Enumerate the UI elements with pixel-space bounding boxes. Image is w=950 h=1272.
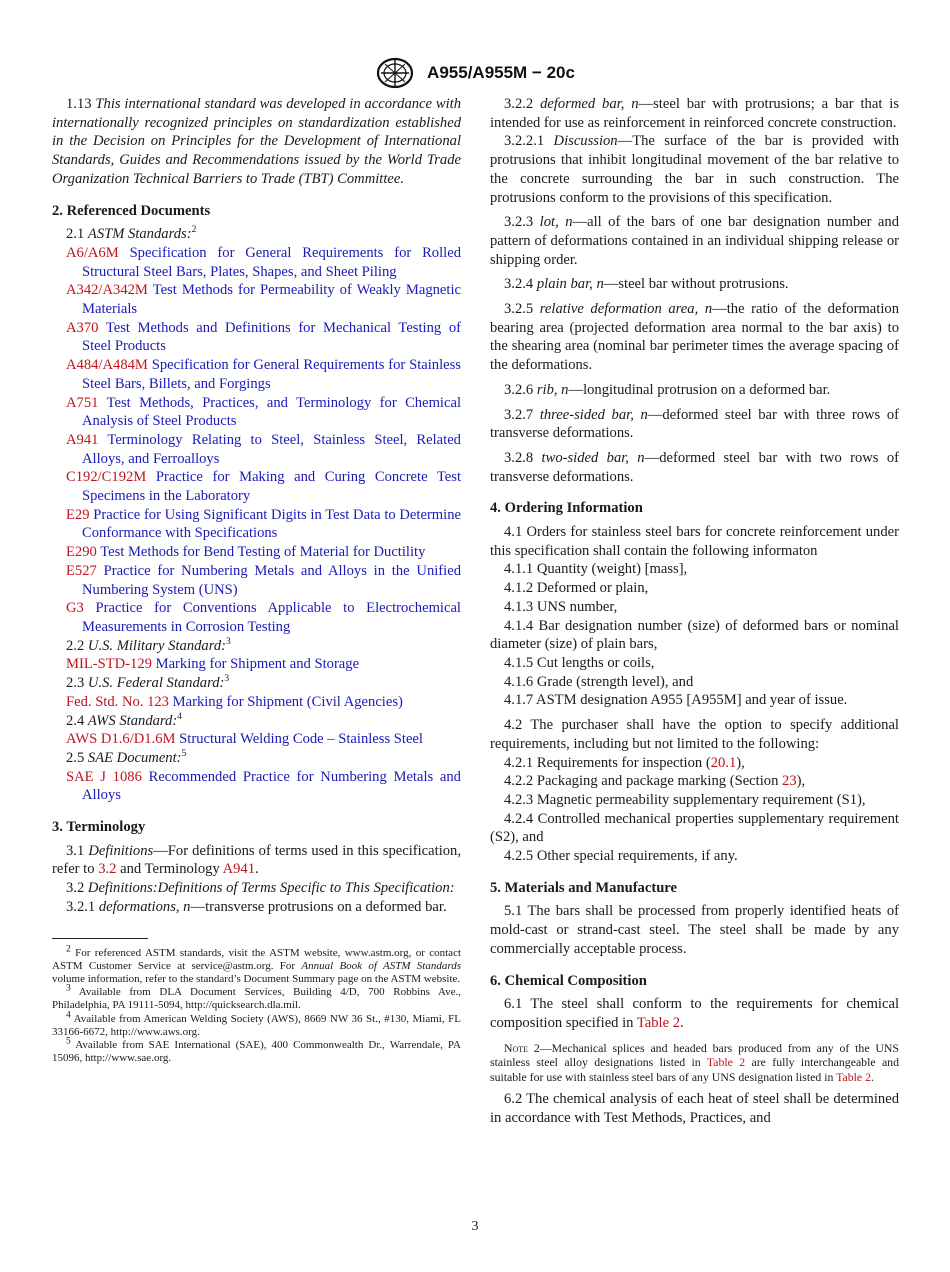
reference-item[interactable]: E290 Test Methods for Bend Testing of Material for Ductility: [66, 544, 426, 561]
document-designation: A955/A955M − 20c: [427, 63, 575, 82]
subsection-2-5: 2.5 SAE Document:$^5$: [66, 749, 187, 766]
reference-military[interactable]: MIL-STD-129 Marking for Shipment and Storage: [66, 656, 360, 673]
link-3-2[interactable]: 3.2: [98, 861, 117, 878]
astm-reference-list: [52, 244, 461, 637]
section-5-heading: 5. Materials and Manufacture: [490, 879, 677, 896]
reference-federal[interactable]: Fed. Std. No. 123 Marking for Shipment (Civil Agencies): [66, 693, 403, 710]
footnotes: [52, 943, 462, 1066]
list-item: 4.1.3 UNS number,: [504, 598, 618, 615]
footnote: $^4$ Available from American Welding Society (AWS), 8669 NW 36 St., #130, Miami, FL 33166-6672, http://www.aws.org.: [52, 1009, 461, 1038]
para-3-2: 3.2 Definitions:Definitions of Terms Specific to This Specification:: [66, 880, 455, 897]
link-table-2[interactable]: Table 2: [836, 1069, 871, 1084]
link-table-2[interactable]: Table 2: [636, 1014, 681, 1031]
list-item: 4.2.3 Magnetic permeability supplementary requirement (S1),: [504, 791, 866, 808]
reference-item[interactable]: A6/A6M Specification for General Requirements for Rolled Structural Steel Bars, Plates, Shapes, and Sheet Piling: [66, 244, 461, 280]
link-table-2[interactable]: Table 2: [706, 1055, 746, 1070]
para-1-13: 1.13 This international standard was developed in accordance with internationally recognized principles on standardization established in the Decision on Principles for the Development of International Standards, Guides and Recommendations issued by the World Trade Organization Technical Barriers to Trade (TBT) Committee.: [52, 96, 461, 187]
para-3-2-1: 3.2.1 deformations, n—transverse protrusions on a deformed bar.: [66, 898, 447, 915]
right-column: [490, 95, 899, 1128]
list-item: 4.1.2 Deformed or plain,: [504, 580, 649, 597]
link-20-1[interactable]: 20.1: [710, 754, 737, 771]
section-4-heading: 4. Ordering Information: [490, 500, 643, 517]
list-item: 4.1.5 Cut lengths or coils,: [504, 654, 655, 671]
reference-item[interactable]: E29 Practice for Using Significant Digits in Test Data to Determine Conformance with Specifications: [66, 506, 461, 542]
subsection-2-4: 2.4 AWS Standard:$^4$: [66, 711, 182, 729]
footnote-divider: [52, 938, 148, 939]
subsection-2-1: 2.1 ASTM Standards:$^2$: [66, 225, 197, 243]
list-item: 4.1.6 Grade (strength level), and: [504, 673, 694, 690]
page-number: 3: [471, 1219, 479, 1234]
definition: 3.2.5 relative deformation area, n—the ratio of the deformation bearing area (projected deformation area normal to the bar axis) to the shearing area (nominal bar perimeter times the average spacing of the deformations.: [490, 301, 899, 374]
definition: 3.2.4 plain bar, n—steel bar without protrusions.: [504, 276, 789, 293]
list-item: 4.1.1 Quantity (weight) [mass],: [504, 561, 688, 578]
definition: 3.2.6 rib, n—longitudinal protrusion on a deformed bar.: [504, 381, 831, 398]
list-item: 4.2.5 Other special requirements, if any.: [504, 848, 738, 865]
section-3-heading: 3. Terminology: [52, 819, 146, 836]
definition: 3.2.2.1 Discussion—The surface of the bar is provided with protrusions that inhibit longitudinal movement of the bar relative to the concrete surrounding the bar in such construction. The protrusions conform to the provisions of this specification.: [490, 133, 899, 206]
footnote: $^2$ For referenced ASTM standards, visit the ASTM website, www.astm.org, or contact ASTM Customer Service at service@astm.org. For Annual Book of ASTM Standards volume information, refer to the standard’s Document Summary page on the ASTM website.: [52, 943, 462, 985]
para-4-2: 4.2 The purchaser shall have the option to specify additional requirements, including but not limited to the following:: [490, 717, 899, 752]
section-2-heading: 2. Referenced Documents: [52, 202, 211, 219]
reference-item[interactable]: A941 Terminology Relating to Steel, Stainless Steel, Related Alloys, and Ferroalloys: [66, 431, 461, 467]
reference-item[interactable]: C192/C192M Practice for Making and Curing Concrete Test Specimens in the Laboratory: [66, 469, 461, 505]
list-item: 4.2.4 Controlled mechanical properties supplementary requirement (S2), and: [490, 810, 899, 846]
link-a941[interactable]: A941: [222, 861, 256, 878]
reference-item[interactable]: E527 Practice for Numbering Metals and Alloys in the Unified Numbering System (UNS): [66, 562, 461, 598]
definition: 3.2.7 three-sided bar, n—deformed steel bar with three rows of transverse deformations.: [490, 406, 899, 442]
list-item: 4.1.7 ASTM designation A955 [A955M] and year of issue.: [504, 692, 848, 709]
reference-item[interactable]: A484/A484M Specification for General Requirements for Stainless Steel Bars, Billets, and Forgings: [66, 357, 461, 392]
note-2: Note 2—Mechanical splices and headed bars produced from any of the UNS stainless steel alloy designations listed in Table 2 are fully interchangeable and suitable for use with stainless steel bars of any UNS designation listed in Table 2.: [490, 1040, 899, 1084]
astm-logo: [375, 56, 415, 90]
section-6-heading: 6. Chemical Composition: [490, 972, 647, 989]
left-column: [52, 95, 461, 1065]
para-6-1: 6.1 The steel shall conform to the requirements for chemical composition specified in Table 2.: [490, 996, 899, 1031]
reference-item[interactable]: A342/A342M Test Methods for Permeability of Weakly Magnetic Materials: [66, 282, 461, 318]
reference-sae[interactable]: SAE J 1086 Recommended Practice for Numbering Metals and Alloys: [66, 768, 461, 804]
definition: 3.2.3 lot, n—all of the bars of one bar designation number and pattern of deformations contained in an individual shipping release or shipping order.: [490, 214, 899, 268]
reference-item[interactable]: G3 Practice for Conventions Applicable to Electrochemical Measurements in Corrosion Testing: [66, 600, 461, 635]
subsection-2-3: 2.3 U.S. Federal Standard:$^3$: [66, 674, 230, 692]
footnote: $^5$ Available from SAE International (SAE), 400 Commonwealth Dr., Warrendale, PA 15096, http://www.sae.org.: [52, 1036, 461, 1065]
para-6-2: 6.2 The chemical analysis of each heat of steel shall be determined in accordance with Test Methods, Practices, and: [490, 1091, 899, 1127]
definition: 3.2.8 two-sided bar, n—deformed steel bar with two rows of transverse deformations.: [490, 449, 899, 485]
reference-item[interactable]: A370 Test Methods and Definitions for Mechanical Testing of Steel Products: [66, 319, 461, 355]
list-item: 4.1.4 Bar designation number (size) of deformed bars or nominal diameter (size) of plain bars,: [490, 617, 899, 653]
para-3-1: 3.1 Definitions—For definitions of terms used in this specification, refer to 3.2 and Terminology A941.: [52, 842, 461, 878]
definition: 3.2.2 deformed bar, n—steel bar with protrusions; a bar that is intended for use as reinforcement in reinforced concrete construction.: [490, 96, 899, 131]
subsection-2-2: 2.2 U.S. Military Standard:$^3$: [66, 636, 231, 654]
page-header: [0, 56, 950, 90]
para-5-1: 5.1 The bars shall be processed from properly identified heats of mold-cast or strand-cast steel. The steel shall be made by any commercially acceptable process.: [490, 903, 899, 957]
list-item: 4.2.1 Requirements for inspection (20.1),: [504, 754, 745, 771]
reference-item[interactable]: A751 Test Methods, Practices, and Terminology for Chemical Analysis of Steel Products: [66, 394, 461, 430]
list-item: 4.2.2 Packaging and package marking (Section 23),: [504, 773, 806, 790]
footnote: $^3$ Available from DLA Document Services, Building 4/D, 700 Robbins Ave., Philadelphia, PA 19111-5094, http://quicksearch.dla.mil.: [52, 983, 461, 1012]
reference-aws[interactable]: AWS D1.6/D1.6M Structural Welding Code – Stainless Steel: [66, 731, 423, 748]
link-section-23[interactable]: 23: [782, 773, 797, 790]
para-4-1: 4.1 Orders for stainless steel bars for concrete reinforcement under this specification shall contain the following informaton: [490, 524, 899, 559]
